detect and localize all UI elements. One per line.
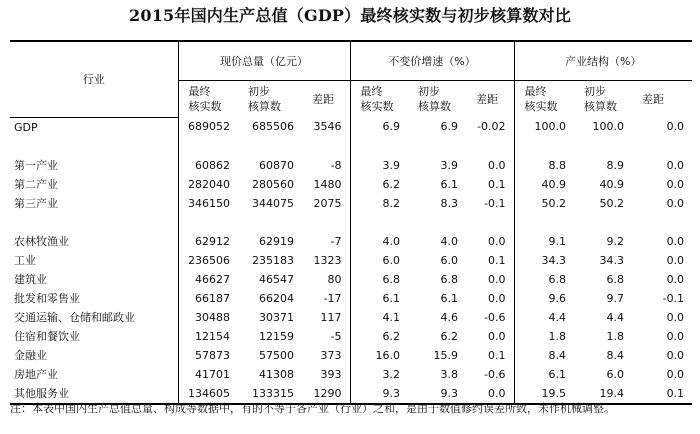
- table-cell: 12159: [259, 329, 294, 343]
- table-cell: 66187: [178, 289, 238, 308]
- table-cell: 0.1: [666, 386, 685, 400]
- header-sub: 最终 核实数: [178, 81, 238, 118]
- table-row: [10, 270, 692, 289]
- header-sub: 初步 核算数: [248, 85, 281, 113]
- table-cell: 4.1: [350, 308, 408, 327]
- table-row: [10, 156, 692, 175]
- table-cell: [466, 213, 514, 232]
- row-label: [10, 213, 178, 232]
- table-cell: 46627: [178, 270, 238, 289]
- header-sub: 差距: [642, 92, 665, 106]
- table-cell: [514, 213, 574, 232]
- table-row: [10, 289, 692, 308]
- table-cell: 9.3: [350, 384, 408, 404]
- table-cell: 235183: [252, 253, 294, 267]
- table-row: [10, 232, 692, 251]
- table-cell: 19.5: [514, 384, 574, 404]
- table-cell: 3.2: [350, 365, 408, 384]
- table-cell: 236506: [178, 251, 238, 270]
- table-cell: 40.9: [599, 177, 625, 191]
- table-cell: 41308: [259, 367, 294, 381]
- table-cell: -0.6: [484, 310, 506, 324]
- row-label: 其他服务业: [14, 386, 69, 400]
- table-cell: 117: [320, 310, 342, 324]
- table-row: [10, 194, 692, 213]
- table-cell: 6.8: [606, 272, 625, 286]
- table-cell: 282040: [178, 175, 238, 194]
- table-cell: [574, 213, 632, 232]
- table-cell: 4.6: [440, 310, 459, 324]
- table-spacer-row: [10, 137, 692, 156]
- gdp-comparison-table: [10, 40, 692, 405]
- row-label: 交通运输、仓储和邮政业: [14, 310, 135, 324]
- table-cell: 8.3: [440, 196, 459, 210]
- table-cell: 1323: [313, 253, 342, 267]
- row-label: 金融业: [14, 348, 47, 362]
- table-cell: 9.6: [514, 289, 574, 308]
- table-cell: 3.9: [440, 158, 459, 172]
- row-label: [10, 137, 178, 156]
- table-cell: 0.0: [666, 348, 685, 362]
- table-cell: 0.0: [666, 196, 685, 210]
- table-row: [10, 308, 692, 327]
- table-cell: 0.0: [666, 367, 685, 381]
- header-group-growth: 不变价增速（%）: [350, 41, 514, 81]
- table-cell: 66204: [259, 291, 294, 305]
- table-cell: [178, 213, 238, 232]
- table-cell: 12154: [178, 327, 238, 346]
- header-group-row: [10, 41, 692, 81]
- table-cell: 6.8: [440, 272, 459, 286]
- table-cell: [238, 213, 302, 232]
- table-row: [10, 117, 692, 137]
- table-cell: 0.0: [666, 310, 685, 324]
- table-cell: 0.1: [488, 348, 506, 362]
- table-cell: 6.0: [440, 253, 459, 267]
- table-cell: 0.0: [666, 120, 685, 134]
- table-cell: 41701: [178, 365, 238, 384]
- header-sub: 最终 核实数: [514, 81, 574, 118]
- table-cell: [632, 137, 692, 156]
- table-cell: [466, 137, 514, 156]
- table-cell: 8.4: [514, 346, 574, 365]
- table-cell: -0.1: [484, 196, 506, 210]
- table-row: [10, 175, 692, 194]
- row-label: 农林牧渔业: [14, 234, 69, 248]
- table-cell: [408, 137, 466, 156]
- table-cell: [574, 137, 632, 156]
- table-row: [10, 346, 692, 365]
- table-cell: 15.9: [433, 348, 459, 362]
- table-body: [10, 117, 692, 404]
- table-cell: 1.8: [514, 327, 574, 346]
- row-label: 第三产业: [14, 196, 58, 210]
- table-cell: 0.0: [488, 158, 506, 172]
- table-cell: 0.0: [666, 272, 685, 286]
- table-cell: [632, 213, 692, 232]
- table-cell: -0.02: [477, 120, 506, 134]
- table-cell: 60870: [259, 158, 294, 172]
- table-cell: 6.1: [440, 291, 459, 305]
- table-cell: 57873: [178, 346, 238, 365]
- table-cell: 0.0: [488, 291, 506, 305]
- table-cell: 16.0: [350, 346, 408, 365]
- table-cell: [514, 137, 574, 156]
- table-cell: 62912: [178, 232, 238, 251]
- table-cell: 0.1: [488, 253, 506, 267]
- table-cell: 8.9: [606, 158, 625, 172]
- header-industry: 行业: [10, 41, 178, 117]
- table-cell: 62919: [259, 234, 294, 248]
- table-cell: 6.8: [514, 270, 574, 289]
- table-cell: 1290: [313, 386, 342, 400]
- table-cell: 4.0: [350, 232, 408, 251]
- table-cell: 6.2: [350, 175, 408, 194]
- table-row: [10, 251, 692, 270]
- table-cell: 0.0: [666, 177, 685, 191]
- table-cell: -7: [330, 234, 342, 248]
- table-cell: 34.3: [599, 253, 625, 267]
- table-cell: -17: [323, 291, 342, 305]
- table-cell: 6.2: [350, 327, 408, 346]
- table-cell: 134605: [178, 384, 238, 404]
- table-cell: 9.1: [514, 232, 574, 251]
- table-cell: 4.4: [514, 308, 574, 327]
- table-cell: 46547: [259, 272, 294, 286]
- table-cell: [178, 137, 238, 156]
- table-cell: 1.8: [606, 329, 625, 343]
- table-cell: 9.2: [606, 234, 625, 248]
- table-cell: 6.2: [440, 329, 459, 343]
- table-cell: 30488: [178, 308, 238, 327]
- table-row: [10, 365, 692, 384]
- row-label: GDP: [14, 120, 38, 134]
- table-cell: 373: [320, 348, 342, 362]
- table-cell: 3.9: [350, 156, 408, 175]
- table-cell: 1480: [313, 177, 342, 191]
- table-cell: -8: [330, 158, 342, 172]
- header-sub: 差距: [312, 92, 334, 106]
- table-cell: 6.0: [606, 367, 625, 381]
- table-cell: 6.1: [440, 177, 459, 191]
- table-cell: 100.0: [592, 120, 625, 134]
- table-cell: [408, 213, 466, 232]
- row-label: 工业: [14, 253, 36, 267]
- table-cell: [350, 137, 408, 156]
- row-label: 建筑业: [14, 272, 47, 286]
- table-cell: 0.1: [488, 177, 506, 191]
- row-label: 房地产业: [14, 367, 58, 381]
- header-group-structure: 产业结构（%）: [514, 41, 692, 81]
- table-cell: 60862: [178, 156, 238, 175]
- table-cell: 2075: [313, 196, 342, 210]
- table-cell: 689052: [178, 117, 238, 137]
- table-row: [10, 327, 692, 346]
- footnote: 注：本表中国内生产总值总量、构成等数据中，有的不等于各产业（行业）之和，是由于数值修约误差所致，未作机械调整。: [10, 402, 615, 415]
- table-cell: 0.0: [666, 234, 685, 248]
- table-cell: 3546: [313, 120, 342, 134]
- table-cell: 0.0: [488, 272, 506, 286]
- header-sub: 初步 核算数: [584, 85, 618, 113]
- table-cell: 57500: [259, 348, 294, 362]
- table-cell: 0.0: [488, 386, 506, 400]
- table-cell: 6.9: [440, 120, 459, 134]
- table-cell: 0.0: [666, 253, 685, 267]
- table-cell: -0.1: [662, 291, 685, 305]
- table-cell: 8.4: [606, 348, 625, 362]
- table-cell: 133315: [252, 386, 294, 400]
- row-label: 第二产业: [14, 177, 58, 191]
- row-label: 住宿和餐饮业: [14, 329, 80, 343]
- table-cell: 3.8: [440, 367, 459, 381]
- table-cell: 6.0: [350, 251, 408, 270]
- table-cell: 34.3: [514, 251, 574, 270]
- table-cell: 346150: [178, 194, 238, 213]
- table-cell: -0.6: [484, 367, 506, 381]
- table-cell: 4.0: [440, 234, 459, 248]
- table-cell: 6.9: [350, 117, 408, 137]
- table-cell: [350, 213, 408, 232]
- table-cell: -5: [330, 329, 342, 343]
- header-sub: 差距: [476, 92, 499, 106]
- table-cell: 40.9: [514, 175, 574, 194]
- header-sub: 最终 核实数: [350, 81, 408, 118]
- table-cell: 685506: [252, 120, 294, 134]
- table-spacer-row: [10, 213, 692, 232]
- row-label: 第一产业: [14, 158, 58, 172]
- table-cell: 50.2: [514, 194, 574, 213]
- table-cell: 280560: [252, 177, 294, 191]
- row-label: 批发和零售业: [14, 291, 80, 305]
- table-cell: 8.2: [350, 194, 408, 213]
- table-cell: 393: [320, 367, 342, 381]
- table-cell: [302, 213, 350, 232]
- table-cell: 0.0: [488, 329, 506, 343]
- table-cell: 50.2: [599, 196, 625, 210]
- table-cell: 9.3: [440, 386, 459, 400]
- table-cell: 100.0: [514, 117, 574, 137]
- table-cell: 6.1: [350, 289, 408, 308]
- table-cell: 6.8: [350, 270, 408, 289]
- table-cell: [302, 137, 350, 156]
- page-title: 2015年国内生产总值（GDP）最终核实数与初步核算数对比: [129, 6, 571, 25]
- header-group-current-value: 现价总量（亿元）: [178, 41, 350, 81]
- table-cell: 80: [327, 272, 342, 286]
- table-cell: 344075: [252, 196, 294, 210]
- table-cell: [238, 137, 302, 156]
- table-cell: 19.4: [599, 386, 625, 400]
- table-cell: 8.8: [514, 156, 574, 175]
- table-cell: 6.1: [514, 365, 574, 384]
- header-sub: 初步 核算数: [418, 85, 452, 113]
- table-cell: 0.0: [666, 329, 685, 343]
- table-cell: 4.4: [606, 310, 625, 324]
- table-cell: 30371: [259, 310, 294, 324]
- table-cell: 0.0: [666, 158, 685, 172]
- table-cell: 9.7: [606, 291, 625, 305]
- table-cell: 0.0: [488, 234, 506, 248]
